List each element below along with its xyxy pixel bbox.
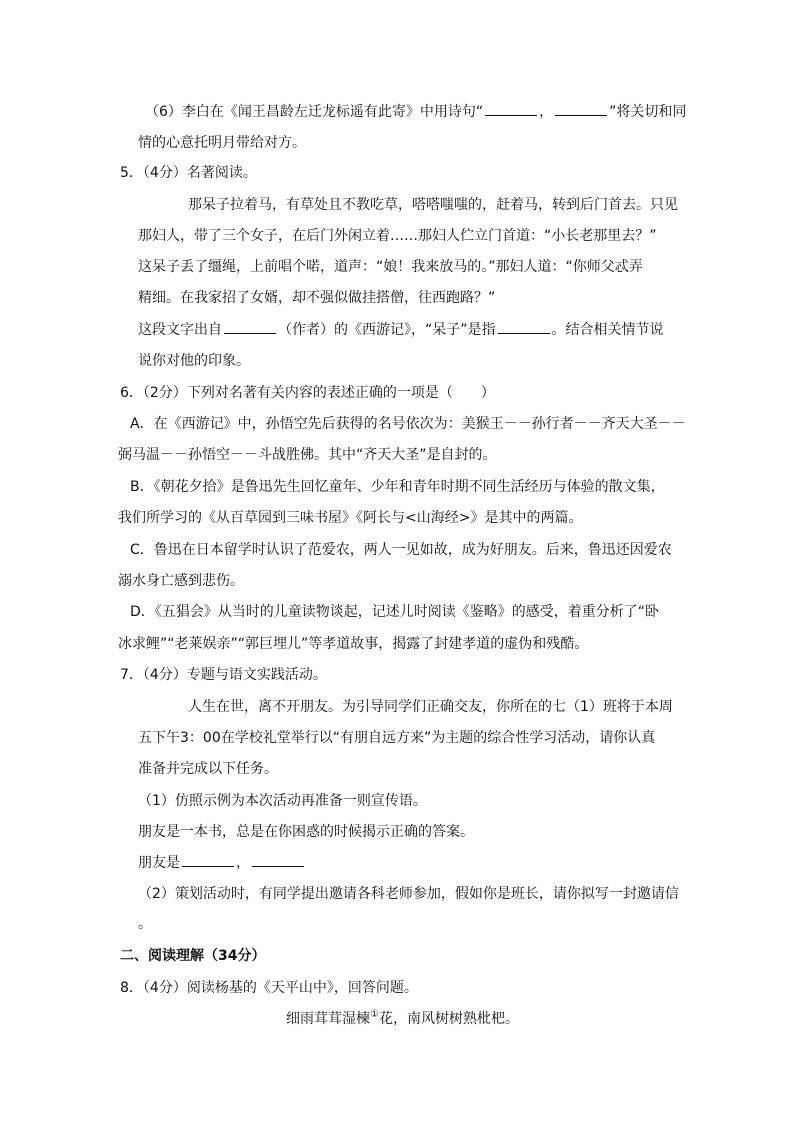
answer-blank[interactable] xyxy=(224,321,276,334)
q5-prompt: 这段文字出自 （作者）的《西游记》，“呆子”是指 。结合相关情节说 xyxy=(138,322,664,338)
q8-poem-line: 细雨茸茸湿楝①花，南风树树熟枇杷。 xyxy=(286,1009,519,1027)
answer-blank[interactable] xyxy=(485,103,537,116)
q7-sub-2-line-2: 。 xyxy=(138,916,152,932)
answer-blank[interactable] xyxy=(498,321,550,334)
q5-passage-2: 那妇人，带了三个女子，在后门外闲立着……那妇人伫立门首道：“小长老那里去？” xyxy=(138,228,657,244)
q7-sub-2-line-1: （2）策划活动时，有同学提出邀请各科老师参加，假如你是班长，请你拟写一封邀请信 xyxy=(138,886,679,902)
q4-6-line-2: 情的心意托明月带给对方。 xyxy=(138,135,306,151)
answer-blank[interactable] xyxy=(555,103,607,116)
section-2-title: 二、阅读理解（34分） xyxy=(120,948,266,964)
q6-option-d-2: 冰求鲤”“老莱娱亲”“郭巨埋儿”等孝道故事，揭露了封建孝道的虚伪和残酷。 xyxy=(118,636,589,652)
q6-option-d-1: D．《五猖会》从当时的儿童读物谈起，记述儿时阅读《鉴略》的感受，着重分析了“卧 xyxy=(130,604,660,620)
q4-6-line-1: （6）李白在《闻王昌龄左迁龙标遥有此寄》中用诗句“ ， ”将关切和同 xyxy=(145,104,687,120)
q7-intro-2: 五下午3：00在学校礼堂举行以“有朋自远方来”为主题的综合性学习活动，请你认真 xyxy=(138,730,656,746)
q6-option-a-1: A．在《西游记》中，孙悟空先后获得的名号依次为：美猴王－－孙行者－－齐天大圣－－ xyxy=(130,416,686,432)
q7-title: 7．（4分）专题与语文实践活动。 xyxy=(120,667,327,683)
q6-option-b-2: 我们所学习的《从百草园到三味书屋》《阿长与<山海经>》是其中的两篇。 xyxy=(118,510,583,526)
q7-answer-line: 朋友是 ， xyxy=(138,853,306,873)
q6-title: 6．（2分）下列对名著有关内容的表述正确的一项是（ ） xyxy=(120,385,495,401)
answer-blank[interactable] xyxy=(252,854,304,867)
q7-example: 朋友是一本书，总是在你困惑的时候揭示正确的答案。 xyxy=(138,824,474,840)
q6-option-c-2: 溺水身亡感到悲伤。 xyxy=(118,573,244,589)
q5-prompt-line-2: 说你对他的印象。 xyxy=(138,353,250,369)
q6-option-b-1: B．《朝花夕拾》是鲁迅先生回忆童年、少年和青年时期不同生活经历与体验的散文集， xyxy=(130,479,665,495)
footnote-mark: ① xyxy=(370,1009,379,1020)
answer-blank[interactable] xyxy=(182,854,234,867)
q5-passage-1: 那呆子拉着马，有草处且不教吃草，嗒嗒嗤嗤的，赶着马，转到后门首去。只见 xyxy=(188,197,678,213)
q6-option-a-2: 弼马温－－孙悟空－－斗战胜佛。其中“齐天大圣”是自封的。 xyxy=(118,447,497,463)
q5-passage-3: 这呆子丢了缰绳，上前唱个喏，道声：“娘！我来放马的。”那妇人道：“你师父忒弄 xyxy=(138,259,643,275)
q7-intro-3: 准备并完成以下任务。 xyxy=(138,761,278,777)
q7-sub-1: （1）仿照示例为本次活动再准备一则宣传语。 xyxy=(138,793,427,809)
q7-intro-1: 人生在世，离不开朋友。为引导同学们正确交友，你所在的七（1）班将于本周 xyxy=(188,699,673,715)
q8-title: 8．（4分）阅读杨基的《天平山中》，回答问题。 xyxy=(120,980,418,996)
q5-title: 5．（4分）名著阅读。 xyxy=(120,165,257,181)
q5-passage-4: 精细。在我家招了女婿，却不强似做挂搭僧，往西跑路？” xyxy=(138,290,496,306)
q6-option-c-1: C．鲁迅在日本留学时认识了范爱农，两人一见如故，成为好朋友。后来，鲁迅还因爱农 xyxy=(130,542,672,558)
